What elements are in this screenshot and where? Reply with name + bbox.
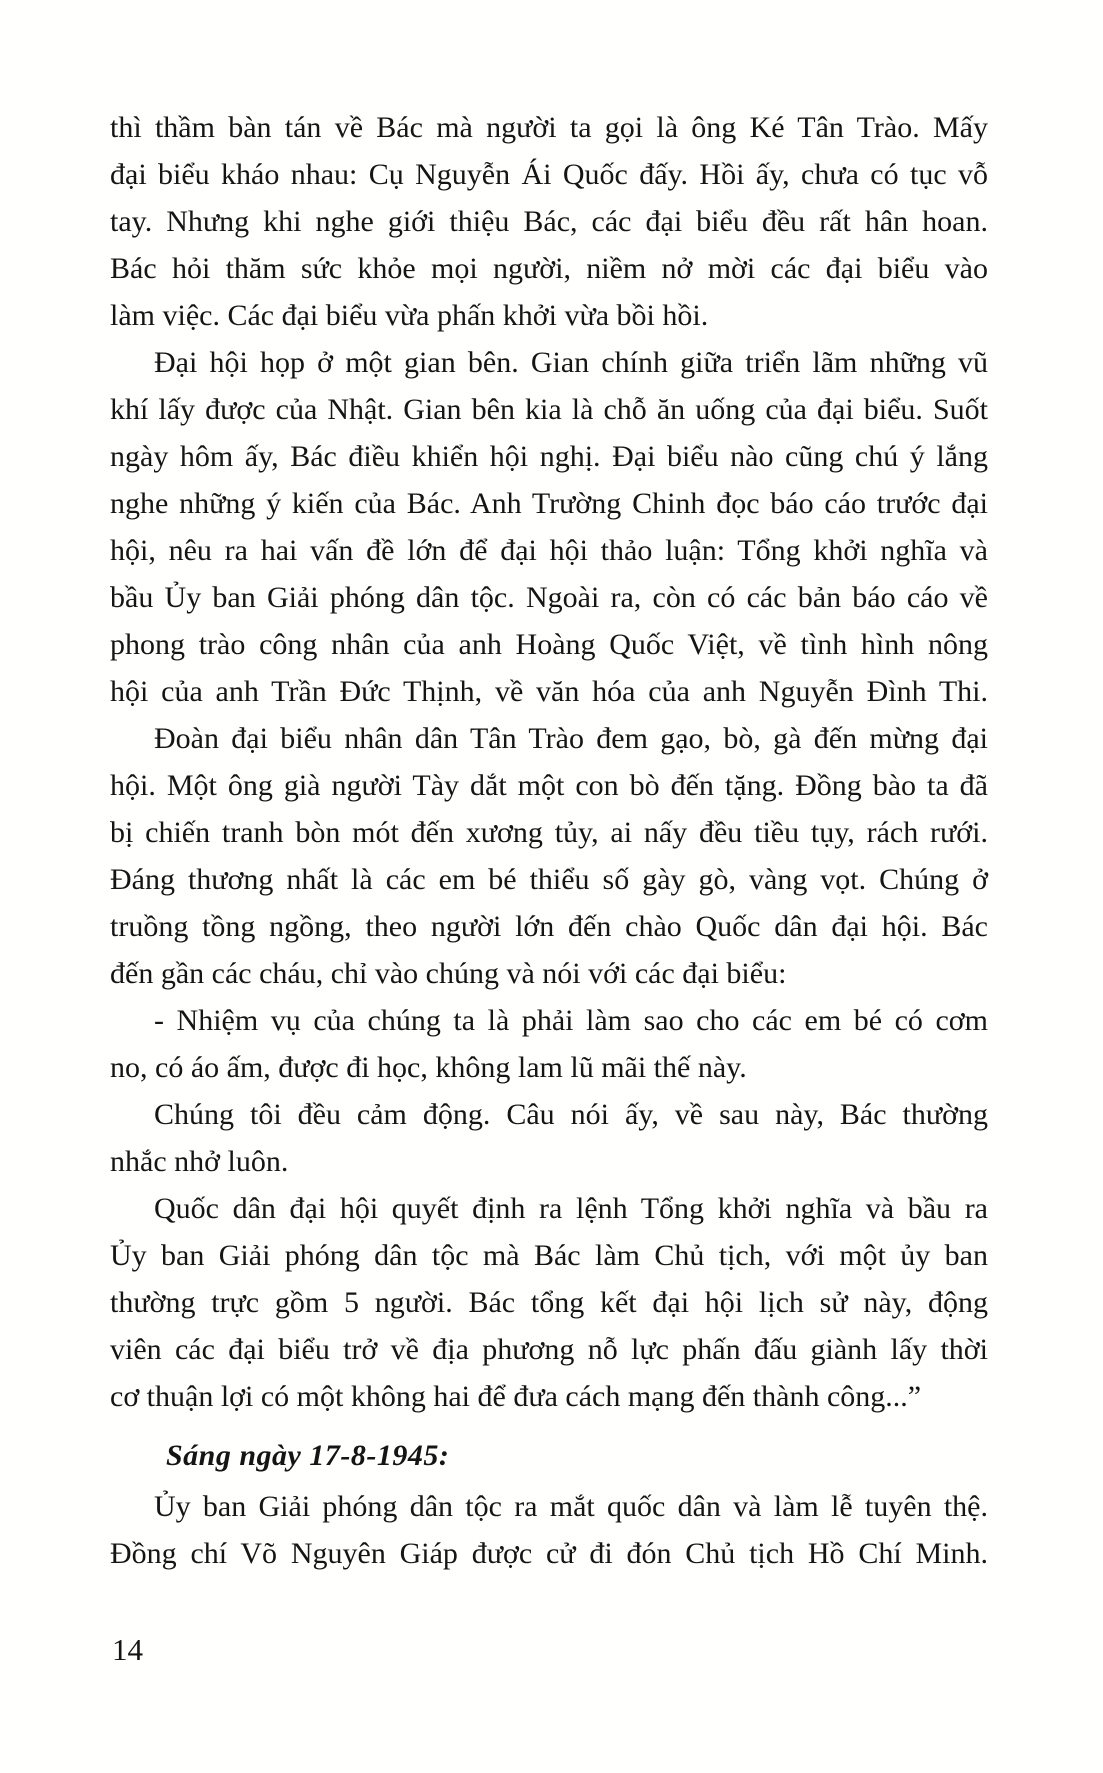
text-line: bầu Ủy ban Giải phóng dân tộc. Ngoài ra, còn có các bản báo cáo về [110,581,988,614]
text-line: Bác hỏi thăm sức khỏe mọi người, niềm nở mời các đại biểu vào [110,252,988,285]
text-line: Đoàn đại biểu nhân dân Tân Trào đem gạo, bò, gà đến mừng đại [154,722,988,755]
text-line: bị chiến tranh bòn mót đến xương tủy, ai nấy đều tiều tụy, rách rưới. [110,816,988,849]
text-line: Đáng thương nhất là các em bé thiểu số gày gò, vàng vọt. Chúng ở [110,863,988,896]
text-line: viên các đại biểu trở về địa phương nỗ lực phấn đấu giành lấy thời [110,1333,988,1366]
text-line: tay. Nhưng khi nghe giới thiệu Bác, các đại biểu đều rất hân hoan. [110,205,988,238]
text-line: làm việc. Các đại biểu vừa phấn khởi vừa bồi hồi. [110,299,709,332]
page-number: 14 [112,1632,143,1667]
text-line: Chúng tôi đều cảm động. Câu nói ấy, về sau này, Bác thường [154,1098,988,1131]
text-line: ngày hôm ấy, Bác điều khiển hội nghị. Đại biểu nào cũng chú ý lắng [110,440,988,473]
text-line: Quốc dân đại hội quyết định ra lệnh Tổng khởi nghĩa và bầu ra [154,1192,988,1225]
text-line: nghe những ý kiến của Bác. Anh Trường Chinh đọc báo cáo trước đại [110,487,988,520]
section-heading: Sáng ngày 17-8-1945: [166,1439,450,1472]
text-line: cơ thuận lợi có một không hai để đưa cách mạng đến thành công...” [110,1380,922,1413]
text-line: hội của anh Trần Đức Thịnh, về văn hóa của anh Nguyễn Đình Thi. [110,675,988,708]
text-line: no, có áo ấm, được đi học, không lam lũ mãi thế này. [110,1051,747,1084]
text-line: đến gần các cháu, chỉ vào chúng và nói với các đại biểu: [110,957,787,990]
text-line: khí lấy được của Nhật. Gian bên kia là chỗ ăn uống của đại biểu. Suốt [110,393,988,426]
text-line: truồng tồng ngồng, theo người lớn đến chào Quốc dân đại hội. Bác [110,910,988,943]
text-line: Đồng chí Võ Nguyên Giáp được cử đi đón Chủ tịch Hồ Chí Minh. [110,1537,988,1570]
text-line: phong trào công nhân của anh Hoàng Quốc Việt, về tình hình nông [110,628,988,661]
text-line: - Nhiệm vụ của chúng ta là phải làm sao cho các em bé có cơm [154,1004,988,1037]
page-text-block [110,104,988,1577]
text-line: hội, nêu ra hai vấn đề lớn để đại hội thảo luận: Tổng khởi nghĩa và [110,534,988,567]
text-line: thì thầm bàn tán về Bác mà người ta gọi là ông Ké Tân Trào. Mấy [110,111,988,144]
text-line: thường trực gồm 5 người. Bác tổng kết đại hội lịch sử này, động [110,1286,988,1319]
text-line: Ủy ban Giải phóng dân tộc mà Bác làm Chủ tịch, với một ủy ban [110,1239,988,1272]
text-line: đại biểu kháo nhau: Cụ Nguyễn Ái Quốc đấy. Hồi ấy, chưa có tục vỗ [110,158,988,191]
text-line: Đại hội họp ở một gian bên. Gian chính giữa triển lãm những vũ [154,346,988,379]
text-line: nhắc nhở luôn. [110,1145,289,1178]
text-line: Ủy ban Giải phóng dân tộc ra mắt quốc dân và làm lễ tuyên thệ. [154,1490,988,1523]
text-line: hội. Một ông già người Tày dắt một con bò đến tặng. Đồng bào ta đã [110,769,988,802]
